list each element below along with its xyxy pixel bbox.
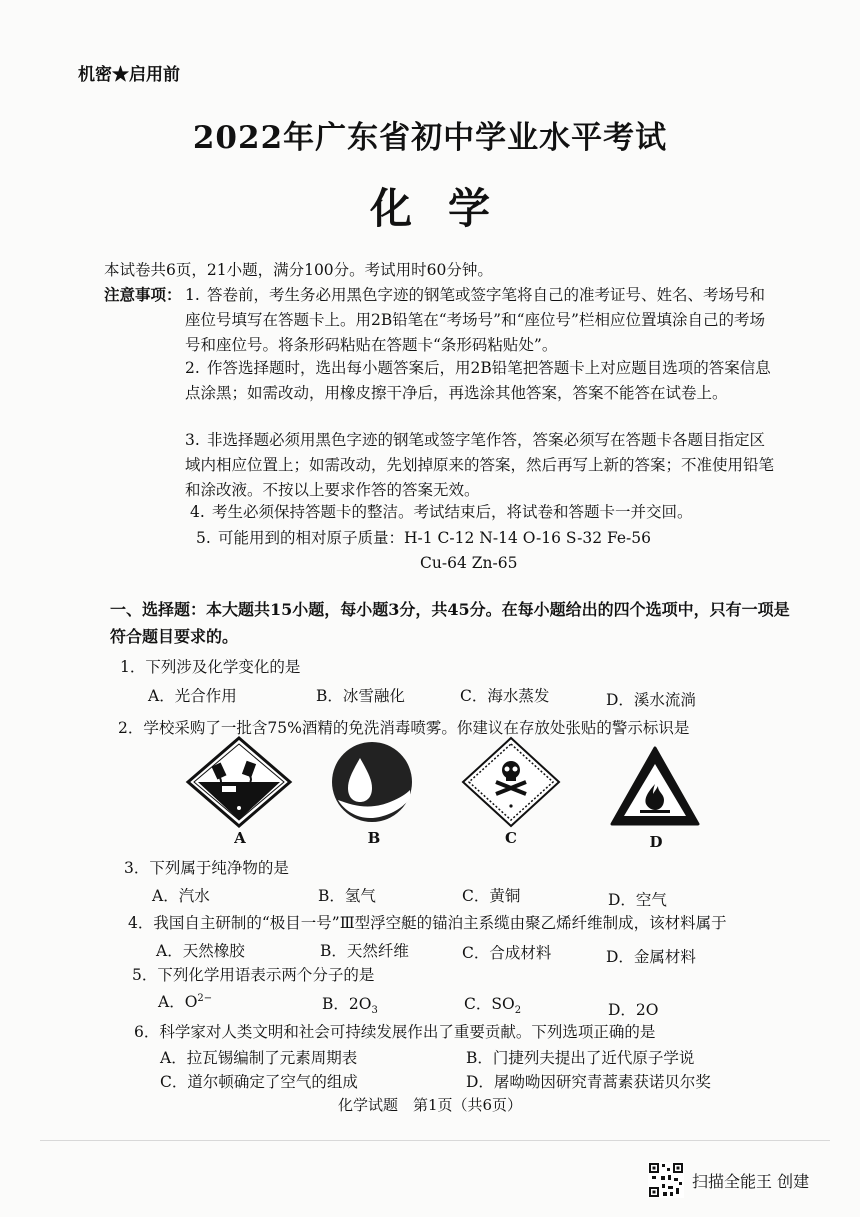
qr-code-icon [648,1162,684,1198]
q4-option-c: C．合成材料 [462,944,552,962]
q1-option-a: A．光合作用 [148,687,237,705]
sign-a-label: A [234,829,246,847]
watermark-text: 扫描全能王 创建 [692,1171,810,1191]
note-5: 5. 可能用到的相对原子质量：H-1 C-12 N-14 O-16 S-32 Fe-56 [196,529,652,547]
q6-option-b: B．门捷列夫提出了近代原子学说 [466,1049,695,1067]
note-3: 3. 非选择题必须用黑色字迹的钢笔或签字笔作答，答案必须写在答题卡各题目指定区域内相应位置上；如需改动，先划掉原来的答案，然后再写上新的答案；不准使用铅笔和涂改液。不按以上要求作答的答案无效。 [185,431,775,499]
toxic-sign-icon [460,736,562,828]
note-1: 1. 答卷前，考生务必用黑色字迹的钢笔或签字笔将自己的准考证号、姓名、考场号和座位号填写在答题卡上。用2B铅笔在“考场号”和“座位号”栏相应位置填涂自己的考场号和座位号。将条形码粘贴在答题卡“条形码粘贴处”。 [185,286,766,354]
q3-option-b: B．氢气 [318,887,376,905]
q6-option-d: D．屠呦呦因研究青蒿素获诺贝尔奖 [466,1073,711,1091]
question-6-stem: 6．科学家对人类文明和社会可持续发展作出了重要贡献。下列选项正确的是 [134,1023,656,1041]
q3-option-c: C．黄铜 [462,887,521,905]
q6-option-c: C．道尔顿确定了空气的组成 [160,1073,358,1091]
page-edge-divider [40,1140,830,1141]
q3-option-a: A．汽水 [152,887,210,905]
q5-option-d: D．2O [608,1001,659,1019]
question-3-stem: 3．下列属于纯净物的是 [124,859,289,877]
subject-title: 化学 [369,184,526,233]
note-4: 4. 考生必须保持答题卡的整洁。考试结束后，将试卷和答题卡一并交回。 [190,503,693,521]
sign-c-label: C [505,829,517,847]
q4-option-a: A．天然橡胶 [156,942,245,960]
notes-label: 注意事项： [104,285,182,304]
q1-option-c: C．海水蒸发 [460,687,550,705]
confidential-mark: 机密★启用前 [78,65,180,85]
q5-option-c: C．$SO_2$ [464,995,522,1017]
q1-option-d: D．溪水流淌 [606,691,696,709]
question-5-stem: 5．下列化学用语表示两个分子的是 [132,966,375,984]
atomic-mass-line2: Cu-64 Zn-65 [420,554,518,572]
q3-option-d: D．空气 [608,891,667,909]
sign-b-label: B [367,829,381,847]
q5-option-a: A．$O^{2-}$ [158,992,213,1011]
section-heading: 一、选择题：本大题共15小题，每小题3分，共45分。在每小题给出的四个选项中，只有一项是符合题目要求的。 [110,600,790,646]
q1-option-b: B．冰雪融化 [316,687,405,705]
q6-option-a: A．拉瓦锡编制了元素周期表 [160,1049,358,1067]
q4-option-d: D．金属材料 [606,948,696,966]
q5-option-b: B．$2O_3$ [322,995,378,1017]
question-1-stem: 1．下列涉及化学变化的是 [120,658,301,676]
flammable-sign-icon [608,744,702,828]
page-footer: 化学试题 第1页（共6页） [337,1096,523,1114]
water-hazard-sign-icon [330,740,414,824]
exam-intro: 本试卷共6页，21小题，满分100分。考试用时60分钟。 [104,261,493,279]
sign-d-label: D [649,833,663,851]
question-4-stem: 4．我国自主研制的“极目一号”Ⅲ型浮空艇的锚泊主系缆由聚乙烯纤维制成，该材料属于 [128,914,727,932]
exam-title: 2022年广东省初中学业水平考试 [192,120,668,156]
note-2: 2. 作答选择题时，选出每小题答案后，用2B铅笔把答题卡上对应题目选项的答案信息点涂黑；如需改动，用橡皮擦干净后，再选涂其他答案，答案不能答在试卷上。 [185,359,771,402]
question-2-stem: 2．学校采购了一批含75%酒精的免洗消毒喷雾。你建议在存放处张贴的警示标识是 [118,719,690,737]
corrosive-sign-icon [184,736,294,828]
scanner-watermark [648,1162,809,1198]
q4-option-b: B．天然纤维 [320,942,409,960]
